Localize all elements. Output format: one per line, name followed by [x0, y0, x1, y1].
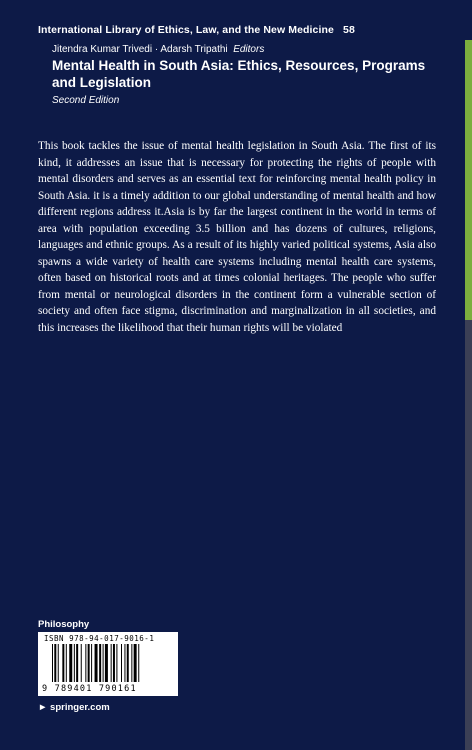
- barcode-bar: [95, 644, 98, 682]
- publisher-link[interactable]: [38, 702, 110, 713]
- ean-text: 9 789401 790161: [42, 684, 137, 694]
- book-title: Mental Health in South Asia: Ethics, Resources, Programs and Legislation: [52, 58, 426, 90]
- barcode-bar: [88, 644, 90, 682]
- subject-category: Philosophy: [38, 619, 90, 630]
- series-name: International Library of Ethics, Law, and the New Medicine: [38, 24, 334, 36]
- barcode-bar: [127, 644, 129, 682]
- barcode-bar: [103, 644, 104, 682]
- barcode-bar: [54, 644, 56, 682]
- barcode-bar: [111, 644, 112, 682]
- blurb-text: This book tackles the issue of mental health legislation in South Asia. The first of its kind, it addresses an issue that is necessary for protecting the rights of people with mental disorders and serves as an essential text for reinforcing mental health policy in South Asia. it is a timely addition to our global understanding of mental health and how different regions address it.Asia is by far the largest continent in the world in terms of area with population exceeding 3.5 billion and has dozens of cultures, religions, languages and ethnic groups. As a result of its highly varied political systems, Asia also spawns a wide variety of health care systems including mental health care systems, often based on historical roots and at times colonial heritages. The people who suffer from mental or neurological disorders in the continent form a vulnerable section of society and often face stigma, discrimination and marginalization in all societies, and this increases the likelihood that their human rights will be violated: [38, 140, 436, 334]
- barcode-bar: [134, 644, 137, 682]
- publisher-url: springer.com: [50, 702, 110, 713]
- series-volume: 58: [343, 24, 355, 36]
- book-edition: Second Edition: [52, 95, 120, 106]
- barcode-bar: [131, 644, 132, 682]
- editors-line: [52, 44, 264, 55]
- barcode-bar: [58, 644, 59, 682]
- isbn-text: ISBN 978-94-017-9016-1: [44, 634, 155, 643]
- series-line: [38, 24, 355, 36]
- top-strip: [0, 0, 472, 12]
- barcode-bar: [85, 644, 86, 682]
- barcode-bar: [99, 644, 101, 682]
- editor-names: Jitendra Kumar Trivedi · Adarsh Tripathi: [52, 44, 228, 55]
- side-accent-green: [465, 40, 472, 320]
- barcode-bars: [52, 644, 170, 682]
- barcode-bar: [116, 644, 117, 682]
- side-accent-bar: [465, 40, 472, 750]
- barcode-bar: [81, 644, 82, 682]
- barcode-bar: [62, 644, 64, 682]
- barcode-bar: [69, 644, 72, 682]
- barcode-bar: [113, 644, 115, 682]
- barcode-bar: [124, 644, 125, 682]
- barcode-bar: [91, 644, 92, 682]
- barcode-bar: [74, 644, 75, 682]
- barcode-bar: [66, 644, 67, 682]
- editor-role: Editors: [233, 44, 265, 55]
- barcode-bar: [105, 644, 108, 682]
- barcode-box: [38, 632, 178, 696]
- barcode-bar: [138, 644, 139, 682]
- barcode-bar: [52, 644, 53, 682]
- barcode-bar: [121, 644, 122, 682]
- barcode-bar: [76, 644, 78, 682]
- arrow-icon: ►: [38, 702, 48, 713]
